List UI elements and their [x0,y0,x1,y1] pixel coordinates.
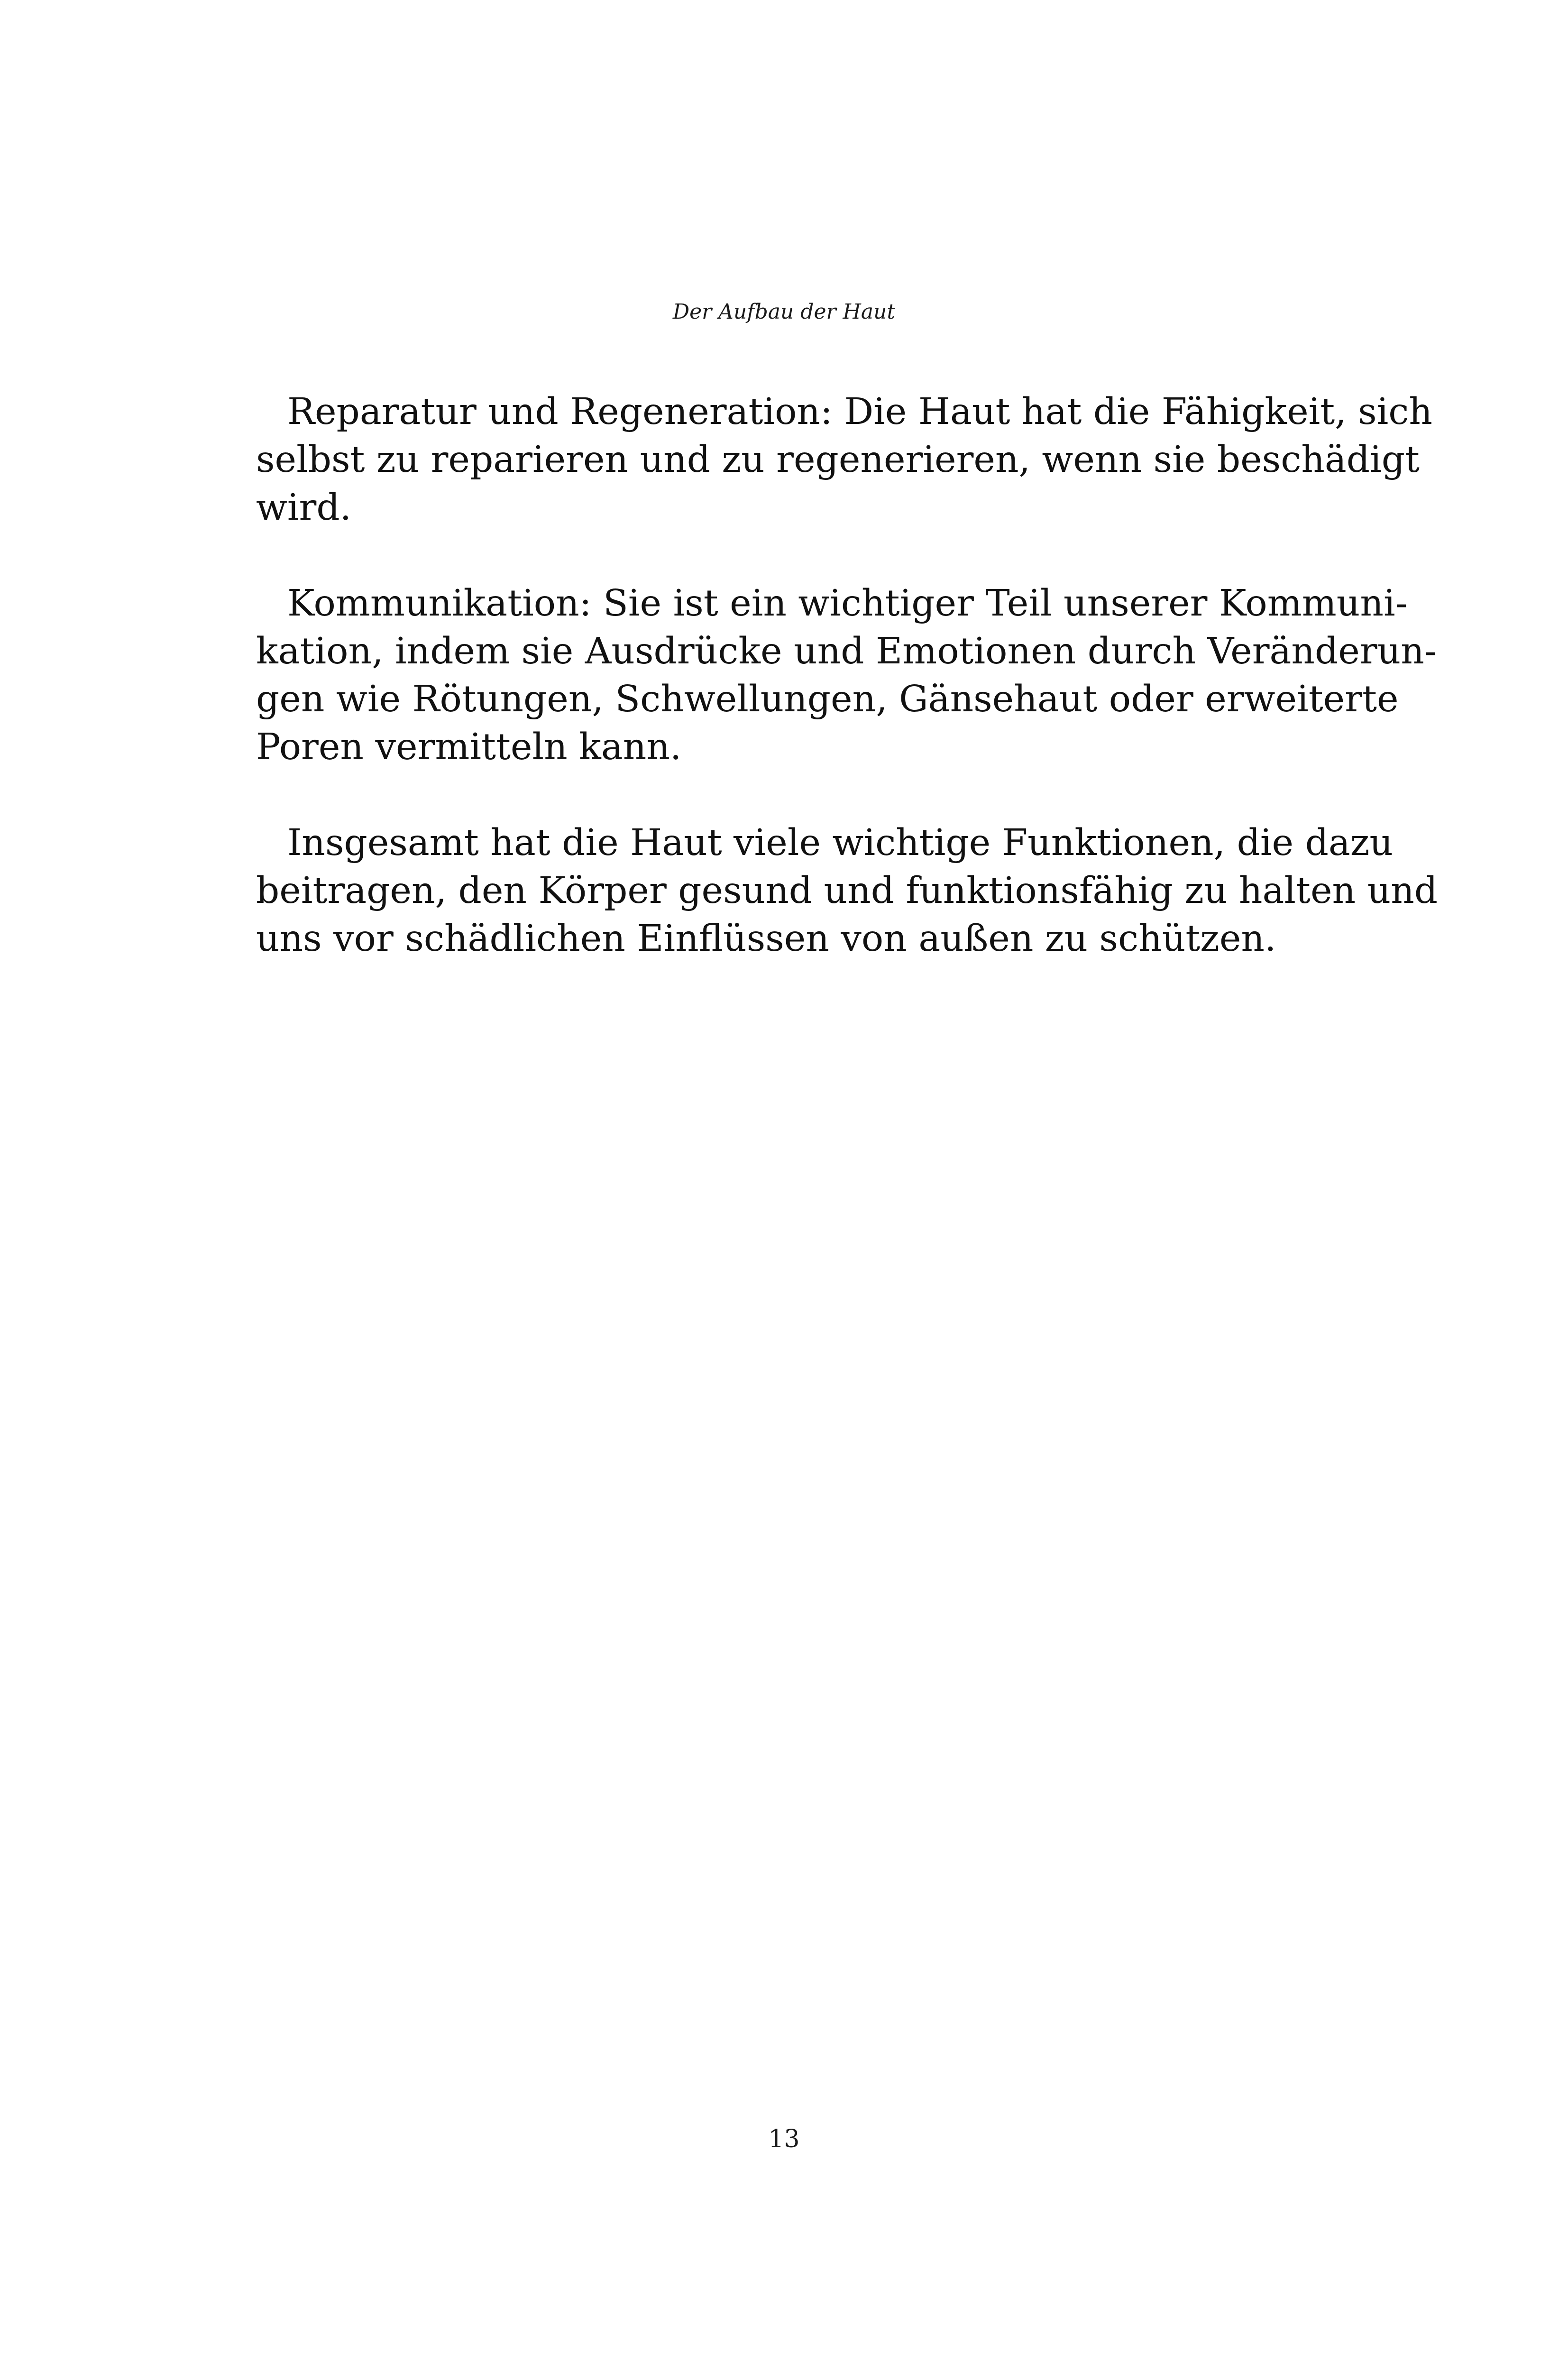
running-header: Der Aufbau der Haut [672,300,896,324]
text-line: wird. [256,487,352,529]
paragraph-insgesamt [256,819,1438,963]
body-text [256,388,1438,963]
text-line: selbst zu reparieren und zu regenerieren, wenn sie beschädigt [256,439,1420,481]
text-line: gen wie Rötungen, Schwellungen, Gänsehaut oder erweiterte [256,678,1399,720]
text-line: Reparatur und Regeneration: Die Haut hat die Fähigkeit, sich [287,391,1433,433]
text-line: Insgesamt hat die Haut viele wichtige Funktionen, die dazu [287,822,1393,864]
paragraph-reparatur [256,388,1433,532]
paragraph-kommunikation [256,579,1437,771]
text-line: kation, indem sie Ausdrücke und Emotionen durch Veränderun- [256,630,1437,672]
text-line: uns vor schädlichen Einflüssen von außen zu schützen. [256,918,1276,960]
text-line: Poren vermitteln kann. [256,726,682,768]
page-number: 13 [768,2125,800,2153]
text-line: beitragen, den Körper gesund und funktionsfähig zu halten und [256,870,1438,912]
text-line: Kommunikation: Sie ist ein wichtiger Teil unserer Kommuni- [287,582,1408,625]
